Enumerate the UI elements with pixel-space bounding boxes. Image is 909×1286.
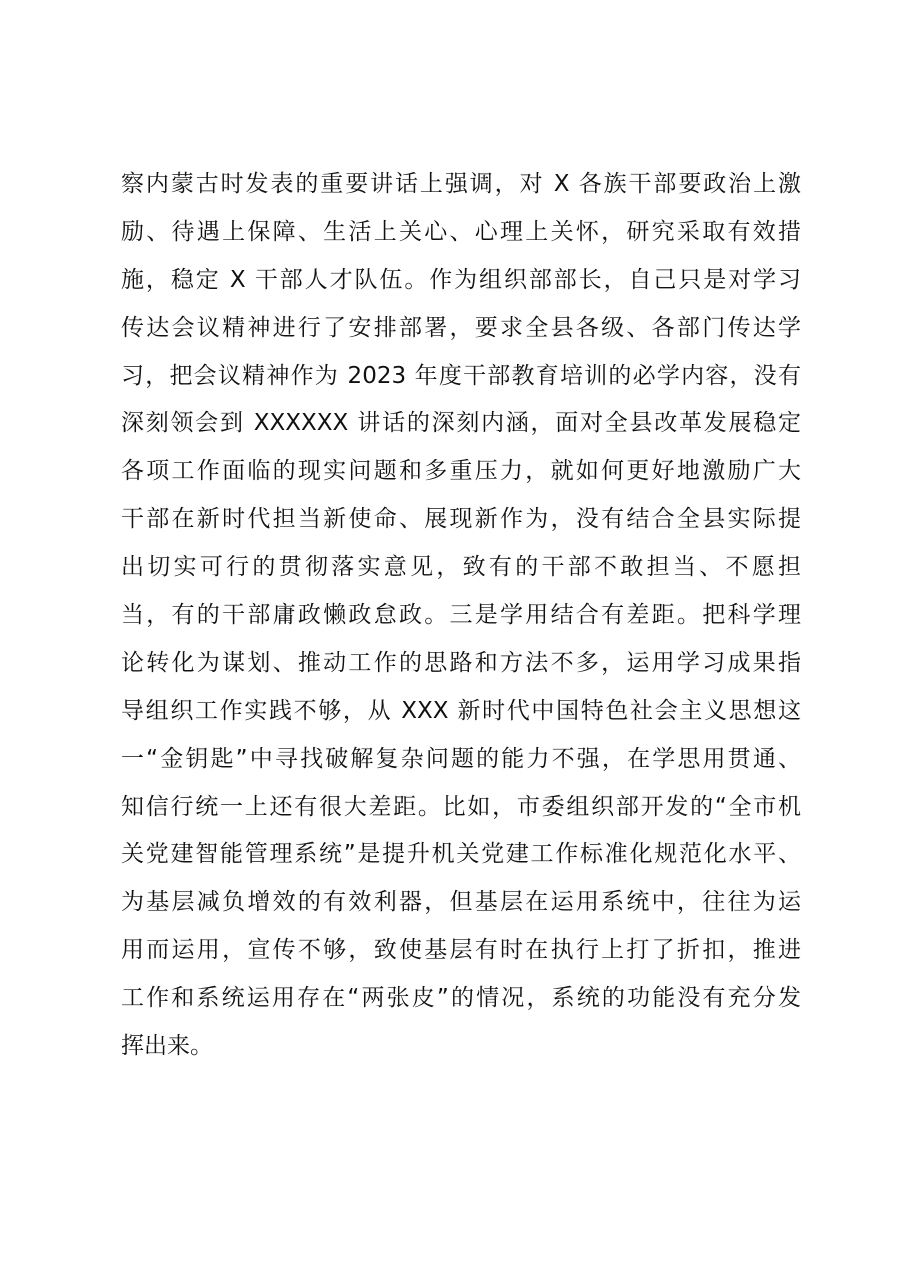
text-line: 励、待遇上保障、生活上关心、心理上关怀，研究采取有效措 (121, 218, 801, 245)
body-paragraph (121, 161, 801, 1071)
text-line: 当，有的干部庸政懒政怠政。三是学用结合有差距。把科学理 (121, 602, 801, 629)
text-line: 为基层减负增效的有效利器，但基层在运用系统中，往往为运 (121, 889, 801, 916)
text-line: 施，稳定 X 干部人才队伍。作为组织部部长，自己只是对学习 (121, 266, 801, 293)
text-line: 工作和系统运用存在“两张皮”的情况，系统的功能没有充分发 (121, 985, 801, 1012)
text-line: 挥出来。 (121, 1033, 213, 1060)
text-line: 习，把会议精神作为 2023 年度干部教育培训的必学内容，没有 (121, 362, 801, 389)
text-line: 深刻领会到 XXXXXX 讲话的深刻内涵，面对全县改革发展稳定 (121, 410, 801, 437)
text-line: 传达会议精神进行了安排部署，要求全县各级、各部门传达学 (121, 314, 801, 341)
text-line: 知信行统一上还有很大差距。比如，市委组织部开发的“全市机 (121, 793, 801, 820)
text-line: 出切实可行的贯彻落实意见，致有的干部不敢担当、不愿担 (121, 554, 801, 581)
text-line: 用而运用，宣传不够，致使基层有时在执行上打了折扣，推进 (121, 937, 801, 964)
text-line: 一“金钥匙”中寻找破解复杂问题的能力不强，在学思用贯通、 (121, 745, 801, 772)
text-line: 导组织工作实践不够，从 XXX 新时代中国特色社会主义思想这 (121, 697, 801, 724)
text-line: 各项工作面临的现实问题和多重压力，就如何更好地激励广大 (121, 458, 801, 485)
text-line: 论转化为谋划、推动工作的思路和方法不多，运用学习成果指 (121, 649, 801, 676)
text-line: 关党建智能管理系统”是提升机关党建工作标准化规范化水平、 (121, 841, 801, 868)
text-line: 干部在新时代担当新使命、展现新作为，没有结合全县实际提 (121, 506, 801, 533)
text-line: 察内蒙古时发表的重要讲话上强调，对 X 各族干部要政治上激 (121, 171, 801, 197)
